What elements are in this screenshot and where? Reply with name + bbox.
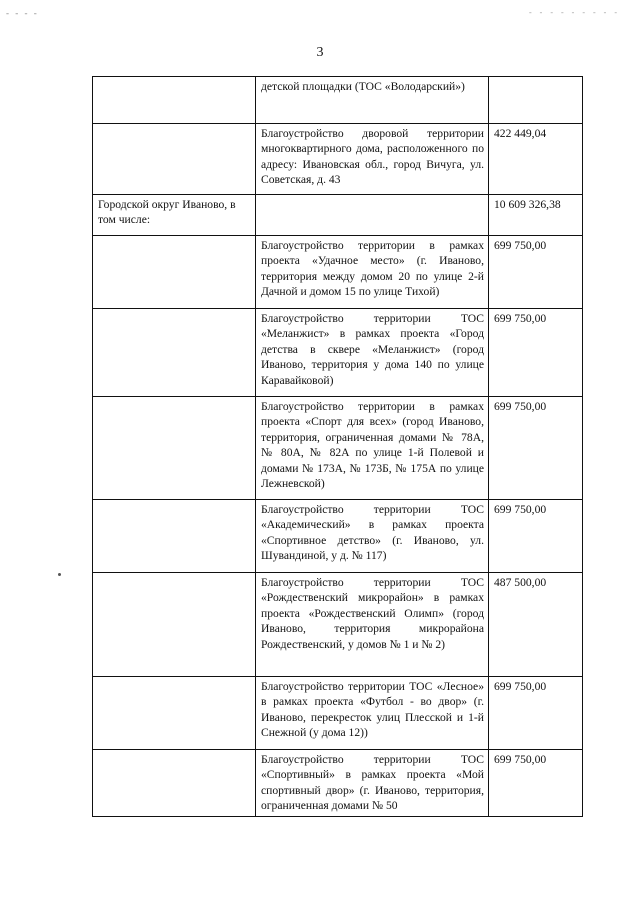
table-row xyxy=(93,77,583,124)
amount-cell: 10 609 326,38 xyxy=(489,195,583,236)
region-cell xyxy=(93,397,256,500)
description-cell: Благоустройство территории в рамках проекта «Спорт для всех» (город Иваново, территория, ограниченная домами № 78А, № 80А, № 82А по улице 1-й Полевой и домами № 173А, № 173Б, № 175А по улице Лежневской) xyxy=(256,397,489,500)
description-cell: Благоустройство территории ТОС «Лесное» в рамках проекта «Футбол - во двор» (г. Иваново, перекресток улиц Плесской и 1-й Снежной (у дома 12)) xyxy=(256,677,489,750)
table-row xyxy=(93,750,583,817)
description-cell: Благоустройство территории в рамках проекта «Удачное место» (г. Иваново, территория между домом 20 по улице 2-й Дачной и домом 15 по улице Тихой) xyxy=(256,236,489,309)
amount-cell: 699 750,00 xyxy=(489,500,583,573)
table-row xyxy=(93,195,583,236)
region-cell xyxy=(93,236,256,309)
region-cell xyxy=(93,77,256,124)
table-row xyxy=(93,397,583,500)
amount-cell: 699 750,00 xyxy=(489,309,583,397)
region-cell xyxy=(93,500,256,573)
amount-cell: 699 750,00 xyxy=(489,677,583,750)
amount-cell: 699 750,00 xyxy=(489,397,583,500)
scan-artifact-left: - - - - xyxy=(6,8,39,18)
amount-cell: 422 449,04 xyxy=(489,124,583,195)
region-cell: Городской округ Иваново, в том числе: xyxy=(93,195,256,236)
description-cell xyxy=(256,195,489,236)
table-row xyxy=(93,236,583,309)
description-cell: Благоустройство дворовой территории многоквартирного дома, расположенного по адресу: Ивановская обл., город Вичуга, ул. Советская, д. 43 xyxy=(256,124,489,195)
region-cell xyxy=(93,750,256,817)
region-cell xyxy=(93,573,256,677)
amount-cell xyxy=(489,77,583,124)
description-cell: Благоустройство территории ТОС «Академический» в рамках проекта «Спортивное детство» (г. Иваново, ул. Шувандиной, у д. № 117) xyxy=(256,500,489,573)
description-cell: Благоустройство территории ТОС «Рождественский микрорайон» в рамках проекта «Рождественский Олимп» (город Иваново, территория микрорайона Рождественский, у домов № 1 и № 2) xyxy=(256,573,489,677)
region-cell xyxy=(93,309,256,397)
table-row xyxy=(93,124,583,195)
page-number: 3 xyxy=(316,45,324,60)
amount-cell: 699 750,00 xyxy=(489,236,583,309)
description-cell: Благоустройство территории ТОС «Меланжист» в рамках проекта «Город детства в сквере «Меланжист» (город Иваново, территория у дома 140 по улице Каравайковой) xyxy=(256,309,489,397)
scan-dot xyxy=(58,573,61,576)
scan-artifact-right: - - - - - - - - - xyxy=(529,8,620,17)
allocation-table xyxy=(92,76,583,817)
region-cell xyxy=(93,124,256,195)
table-row xyxy=(93,677,583,750)
region-cell xyxy=(93,677,256,750)
table-row xyxy=(93,573,583,677)
description-cell: детской площадки (ТОС «Володарский») xyxy=(256,77,489,124)
amount-cell: 487 500,00 xyxy=(489,573,583,677)
amount-cell: 699 750,00 xyxy=(489,750,583,817)
table-row xyxy=(93,500,583,573)
description-cell: Благоустройство территории ТОС «Спортивный» в рамках проекта «Мой спортивный двор» (г. Иваново, территория, ограниченная домами № 50 xyxy=(256,750,489,817)
table-row xyxy=(93,309,583,397)
